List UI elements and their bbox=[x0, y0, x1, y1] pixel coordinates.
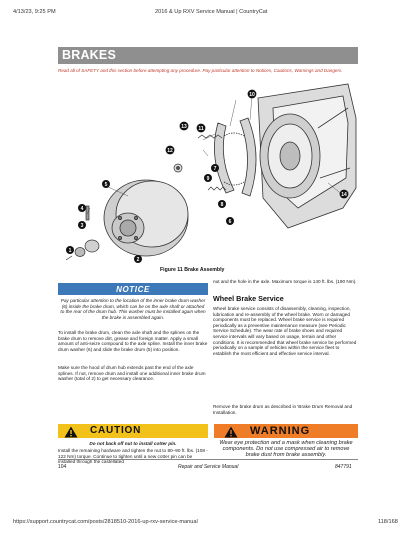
warning-label: WARNING bbox=[250, 425, 311, 437]
svg-text:11: 11 bbox=[198, 125, 204, 132]
notice-label: NOTICE bbox=[116, 285, 150, 294]
callout-12 bbox=[166, 146, 175, 155]
svg-text:3: 3 bbox=[80, 222, 84, 229]
callout-8 bbox=[218, 200, 226, 208]
wheel-brake-heading: Wheel Brake Service bbox=[213, 294, 284, 303]
section-title: BRAKES bbox=[62, 48, 116, 62]
callout-4 bbox=[78, 204, 86, 212]
install-paragraph-1: To install the brake drum, clean the axle shaft and the splines on the brake drum to remove dirt, grease and foreign matter. Apply a small amount of anti-seize compound to the axle spline. Install the inner brake drum washer (6) and slide the brake drum (5) into position. bbox=[58, 330, 208, 352]
wheel-brake-para-2: Remove the brake drum as described in 'Brake Drum Removal and Installation. bbox=[213, 404, 353, 415]
callout-3 bbox=[78, 221, 86, 229]
svg-text:8: 8 bbox=[220, 201, 224, 208]
axle-housing bbox=[258, 84, 356, 228]
svg-text:14: 14 bbox=[341, 191, 347, 198]
svg-text:7: 7 bbox=[213, 165, 217, 172]
svg-text:12: 12 bbox=[167, 147, 173, 154]
caution-triangle-icon bbox=[64, 426, 78, 438]
brake-shoes bbox=[214, 118, 256, 196]
callout-7 bbox=[211, 164, 219, 172]
svg-text:1: 1 bbox=[68, 247, 72, 254]
warning-text: Wear eye protection and a mask when cleaning brake components. Do not use compressed air to remove brake dust from brake assembly. bbox=[219, 440, 353, 459]
callout-5 bbox=[102, 180, 110, 188]
install-paragraph-2: Make sure the hood of drum hub extends past the end of the axle splines. If not, remove drum and install one additional inner brake drum washer (total of 2) to get necessary clearance. bbox=[58, 365, 206, 382]
safety-note: Read all of SAFETY and this section before attempting any procedure. Pay particular attention to Notices, Cautions, Warnings and Dangers. bbox=[58, 68, 343, 73]
callout-14 bbox=[340, 190, 349, 199]
torque-continuation: nut and the hole in the axle. Maximum torque is 140 ft. lbs. (190 Nm). bbox=[213, 279, 357, 284]
notice-text: Pay particular attention to the location of the inner brake drum washer (6) inside the brake drum, which can be on the axle shaft or attached to the rear of the drum hub. This washer must be installed again when the brake is assembled again. bbox=[60, 298, 206, 320]
svg-text:13: 13 bbox=[181, 123, 187, 130]
caution-label: CAUTION bbox=[90, 425, 142, 436]
callout-2 bbox=[134, 255, 142, 263]
callout-10 bbox=[248, 90, 257, 99]
svg-text:5: 5 bbox=[104, 181, 108, 188]
print-url[interactable]: https://support.countrycat.com/posts/2818510-2016-up-rxv-service-manual bbox=[13, 519, 198, 525]
figure-caption: Figure 11 Brake Assembly bbox=[160, 267, 225, 273]
callout-6 bbox=[226, 217, 234, 225]
print-title: 2016 & Up RXV Service Manual | CountryCat bbox=[155, 9, 268, 15]
caution-text: Do not back off nut to install cotter pin. bbox=[89, 441, 177, 446]
svg-text:10: 10 bbox=[249, 91, 255, 98]
print-datetime: 4/13/23, 9:25 PM bbox=[13, 9, 56, 15]
svg-text:9: 9 bbox=[206, 175, 210, 182]
brake-drum bbox=[104, 180, 188, 256]
manual-name: Repair and Service Manual bbox=[178, 464, 239, 470]
wheel-brake-para-1: Wheel brake service consists of disassembly, cleaning, inspection, lubrication and re-assembly of the wheel brake. Worn or damaged components must be replaced. Wheel brake service is required periodically as a preventive maintenance measure (see Periodic Service Schedule). The wear rate of brake shoes and required service intervals will vary based on usage, terrain and other conditions. It is recommended that wheel brake service be performed periodically on a sample of vehicles within the service fleet to establish the most efficient and effective service interval. bbox=[213, 306, 357, 356]
install-after-caution: Install the remaining hardware and tighten the nut to 80–90 ft. lbs. (108 - 122 Nm) torque. Continue to tighten until a new cotter pin can be installed through the castellated bbox=[58, 448, 208, 465]
page-number: 104 bbox=[58, 464, 67, 470]
footer-divider bbox=[58, 459, 358, 460]
callout-1 bbox=[66, 246, 74, 254]
print-page-count: 118/168 bbox=[378, 519, 398, 525]
callout-9 bbox=[204, 174, 212, 182]
svg-text:4: 4 bbox=[80, 205, 84, 212]
brake-assembly-figure bbox=[58, 78, 358, 264]
callout-11 bbox=[197, 124, 206, 133]
callout-13 bbox=[180, 122, 189, 131]
svg-text:6: 6 bbox=[228, 218, 232, 225]
svg-text:2: 2 bbox=[136, 256, 140, 263]
manual-code: 847791 bbox=[335, 464, 352, 470]
warning-triangle-icon bbox=[224, 426, 238, 438]
